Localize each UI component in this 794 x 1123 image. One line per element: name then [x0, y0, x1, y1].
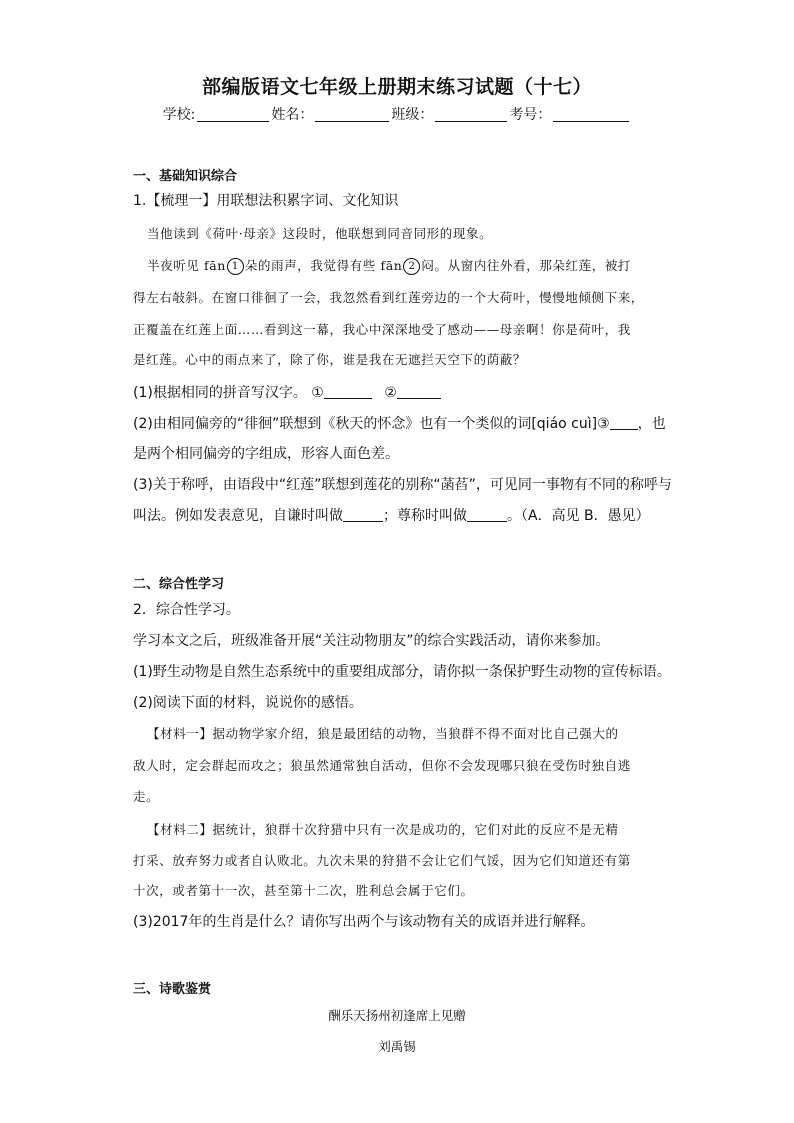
- sub-question-text: (1)根据相同的拼音写汉字。: [133, 385, 307, 401]
- answer-blank-honorific[interactable]: [467, 508, 507, 522]
- sub-question-2-3: (3)2017年的生肖是什么？请你写出两个与该动物有关的成语并进行解释。: [133, 914, 595, 930]
- sub-question-2-1: (1)野生动物是自然生态系统中的重要组成部分，请你拟一条保护野生动物的宣传标语。: [133, 664, 671, 680]
- sub-question-text: ，也: [637, 416, 666, 432]
- answer-marker-2: ②: [384, 385, 397, 401]
- page-title: 部编版语文七年级上册期末练习试题（十七）: [201, 76, 592, 98]
- number-blank[interactable]: [553, 107, 629, 122]
- answer-marker-3: ③: [597, 416, 610, 432]
- options-text: 。（A．高见 B．愚见）: [507, 508, 650, 524]
- school-label: 学校:: [162, 107, 196, 123]
- material-1-line-2: 敌人时，定会群起而攻之；狼虽然通常独自活动，但你不会发现哪只狼在受伤时独自逃: [133, 758, 631, 773]
- name-blank[interactable]: [315, 107, 389, 122]
- material-2-line-1: 【材料二】据统计，狼群十次狩猎中只有一次是成功的，它们对此的反应不是无精: [147, 822, 619, 837]
- passage-line-1: [147, 256, 687, 275]
- sub-question-3: (3)关于称呼，由语段中“红莲”联想到莲花的别称“菡萏”，可见同一事物有不同的称呼与: [133, 477, 672, 493]
- answer-blank-1[interactable]: [324, 385, 372, 399]
- passage-line-2: 得左右敧斜。在窗口徘徊了一会，我忽然看到红莲旁边的一个大荷叶，慢慢地倾侧下来，: [133, 290, 644, 305]
- student-info-line: [0, 104, 794, 124]
- material-2-line-3: 十次，或者第十一次，甚至第十二次，胜利总会属于它们。: [133, 883, 474, 898]
- answer-marker-1: ①: [311, 385, 324, 401]
- passage-text: 朵的雨声，我觉得有些 fān: [244, 258, 403, 273]
- sub-question-1: [133, 382, 673, 402]
- poem-author: 刘禹锡: [378, 1039, 416, 1054]
- section-2-heading: 二、综合性学习: [133, 577, 225, 592]
- material-1-line-1: 【材料一】据动物学家介绍，狼是最团结的动物，当狼群不得不面对比自己强大的: [147, 726, 619, 741]
- passage-text: 闷。从窗内往外看，那朵红莲，被打: [421, 258, 632, 273]
- question-1-label: 1.【梳理一】用联想法积累字词、文化知识: [133, 193, 399, 209]
- answer-blank-3[interactable]: [610, 416, 638, 430]
- class-label: 班级：: [391, 107, 434, 123]
- number-label: 考号：: [509, 107, 552, 123]
- name-label: 姓名：: [271, 107, 314, 123]
- circled-number-1: 1: [227, 258, 244, 275]
- sub-question-text: 叫法。例如发表意见，自谦时叫做: [133, 508, 343, 524]
- circled-number-2: 2: [403, 258, 420, 275]
- activity-intro: 学习本文之后，班级准备开展“关注动物朋友”的综合实践活动，请你来参加。: [133, 633, 610, 649]
- passage-intro: 当他读到《荷叶·母亲》这段时，他联想到同音同形的现象。: [147, 226, 493, 241]
- sub-question-2-2: (2)阅读下面的材料，说说你的感悟。: [133, 695, 363, 711]
- section-1-heading: 一、基础知识综合: [133, 169, 238, 184]
- class-blank[interactable]: [435, 107, 507, 122]
- sub-question-text: (2)由相同偏旁的“徘徊”联想到《秋天的怀念》也有一个类似的词[qiáo cuì]: [133, 416, 598, 432]
- school-blank[interactable]: [197, 107, 269, 122]
- sub-question-3-cont: [133, 505, 673, 525]
- answer-blank-humble[interactable]: [343, 508, 383, 522]
- passage-line-4: 是红莲。心中的雨点来了，除了你，谁是我在无遮拦天空下的荫蔽？: [133, 352, 527, 367]
- sub-question-2-cont: 是两个相同偏旁的字组成，形容人面色差。: [133, 446, 399, 462]
- material-2-line-2: 打采、放弃努力或者自认败北。九次未果的狩猎不会让它们气馁，因为它们知道还有第: [133, 853, 631, 868]
- passage-line-3: 正覆盖在红莲上面……看到这一幕，我心中深深地受了感动——母亲啊！你是荷叶，我: [133, 322, 631, 337]
- sub-question-text: ；尊称时叫做: [383, 508, 467, 524]
- poem-title: 酬乐天扬州初逢席上见赠: [328, 1008, 466, 1023]
- section-3-heading: 三、诗歌鉴赏: [133, 982, 212, 997]
- passage-text: 半夜听见 fān: [147, 258, 226, 273]
- sub-question-2: [133, 413, 673, 433]
- answer-blank-2[interactable]: [397, 385, 441, 399]
- question-2-label: 2．综合性学习。: [133, 602, 240, 618]
- material-1-line-3: 走。: [133, 789, 160, 804]
